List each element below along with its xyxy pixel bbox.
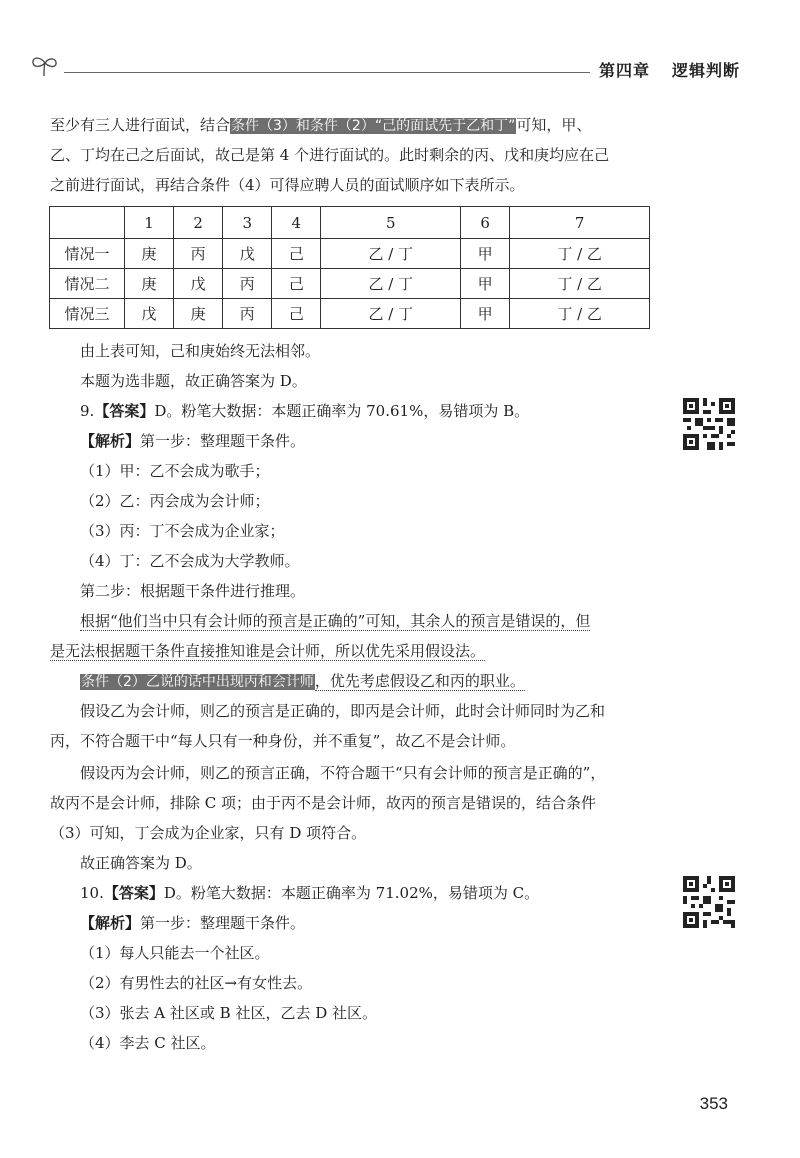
- qr-code-icon[interactable]: [683, 876, 735, 928]
- header-rule: [64, 72, 590, 73]
- analysis-text: 第一步：整理题干条件。: [140, 432, 306, 450]
- table-row: [50, 299, 650, 329]
- table-cell: 甲: [461, 299, 510, 329]
- table-cell: 丁 / 乙: [510, 239, 650, 269]
- table-header-row: [50, 207, 650, 239]
- answer-text: D。粉笔大数据：本题正确率为 71.02%，易错项为 C。: [163, 884, 540, 902]
- condition-item: （1）甲：乙不会成为歌手；: [80, 462, 270, 480]
- answer-label: 【答案】: [103, 884, 164, 902]
- q9-answer-line: [80, 402, 690, 420]
- condition-item: （3）张去 A 社区或 B 社区，乙去 D 社区。: [80, 1004, 378, 1022]
- reasoning-line: （3）可知，丁会成为企业家，只有 D 项符合。: [50, 824, 367, 842]
- condition-item: （2）乙：丙会成为会计师；: [80, 492, 270, 510]
- page-number: 353: [699, 1094, 728, 1113]
- paragraph: 由上表可知，己和庚始终无法相邻。: [80, 342, 321, 360]
- condition-item: （4）丁：乙不会成为大学教师。: [80, 552, 300, 570]
- table-cell: 7: [510, 207, 650, 239]
- table-cell: 庚: [125, 239, 174, 269]
- underlined-text: 是无法根据题干条件直接推知谁是会计师，所以优先采用假设法。: [50, 642, 486, 660]
- answer-text: D。粉笔大数据：本题正确率为 70.61%，易错项为 B。: [154, 402, 530, 420]
- q9-analysis-line: [80, 432, 690, 450]
- table-cell: 丁 / 乙: [510, 299, 650, 329]
- table-cell: 2: [174, 207, 223, 239]
- table-cell: 丙: [223, 269, 272, 299]
- table-cell: 丁 / 乙: [510, 269, 650, 299]
- table-cell: 己: [272, 299, 321, 329]
- answer-label: 【答案】: [94, 402, 155, 420]
- chapter-title: [599, 58, 740, 81]
- underlined-text: 根据“他们当中只有会计师的预言是正确的”可知，其余人的预言是错误的，但: [80, 612, 591, 630]
- table-cell: 乙 / 丁: [321, 269, 461, 299]
- table-cell: 甲: [461, 239, 510, 269]
- table-cell: 戊: [125, 299, 174, 329]
- table-cell: 3: [223, 207, 272, 239]
- table-row: [50, 239, 650, 269]
- highlight-condition: 条件（2）乙说的话中出现丙和会计师: [81, 674, 314, 690]
- condition-item: （3）丙：丁不会成为企业家；: [80, 522, 285, 540]
- highlight-condition: 条件（3）和条件（2）“己的面试先于乙和丁”: [231, 118, 516, 134]
- chapter-number: 第四章: [598, 61, 650, 80]
- table-cell: 6: [461, 207, 510, 239]
- table-row: [50, 269, 650, 299]
- table-cell: 1: [125, 207, 174, 239]
- q10-answer-line: [80, 884, 690, 902]
- table-cell: 甲: [461, 269, 510, 299]
- intro-line-2: 乙、丁均在己之后面试，故己是第 4 个进行面试的。此时剩余的丙、戊和庚均应在己: [50, 146, 610, 164]
- step-heading: 第二步：根据题干条件进行推理。: [80, 582, 306, 600]
- running-header: [30, 44, 740, 84]
- table-cell: 乙 / 丁: [321, 239, 461, 269]
- table-cell: 庚: [174, 299, 223, 329]
- leaf-sprout-icon: [30, 54, 60, 78]
- analysis-text: 第一步：整理题干条件。: [140, 914, 306, 932]
- reasoning-line: 假设乙为会计师，则乙的预言是正确的，即丙是会计师，此时会计师同时为乙和: [80, 702, 606, 720]
- underlined-text: ，优先考虑假设乙和丙的职业。: [314, 672, 525, 690]
- analysis-label: 【解析】: [80, 432, 141, 450]
- question-number: 9.: [80, 402, 95, 420]
- table-cell: 戊: [174, 269, 223, 299]
- condition-item: （2）有男性去的社区→有女性去。: [80, 974, 313, 992]
- table-cell: [50, 207, 125, 239]
- reasoning-line: 假设丙为会计师，则乙的预言正确，不符合题干“只有会计师的预言是正确的”，: [80, 764, 606, 782]
- answer-conclusion: 故正确答案为 D。: [80, 854, 202, 872]
- reasoning-line: 故丙不是会计师，排除 C 项；由于丙不是会计师，故丙的预言是错误的，结合条件: [50, 794, 597, 812]
- table-cell: 4: [272, 207, 321, 239]
- paragraph: 本题为选非题，故正确答案为 D。: [80, 372, 307, 390]
- interview-order-table: [49, 206, 650, 329]
- table-cell: 庚: [125, 269, 174, 299]
- text: 至少有三人进行面试，结合: [50, 116, 231, 134]
- analysis-label: 【解析】: [80, 914, 141, 932]
- table-cell: 己: [272, 239, 321, 269]
- table-cell: 丙: [174, 239, 223, 269]
- intro-line-3: 之前进行面试，再结合条件（4）可得应聘人员的面试顺序如下表所示。: [50, 176, 525, 194]
- text: 可知，甲、: [516, 116, 592, 134]
- table-cell: 情况一: [50, 239, 125, 269]
- reasoning-line: [50, 642, 660, 660]
- reasoning-line: 丙，不符合题干中“每人只有一种身份，并不重复”，故乙不是会计师。: [50, 732, 516, 750]
- table-cell: 情况二: [50, 269, 125, 299]
- q10-analysis-line: [80, 914, 690, 932]
- table-cell: 5: [321, 207, 461, 239]
- table-cell: 戊: [223, 239, 272, 269]
- table-cell: 丙: [223, 299, 272, 329]
- condition-item: （4）李去 C 社区。: [80, 1034, 216, 1052]
- table-cell: 情况三: [50, 299, 125, 329]
- qr-code-icon[interactable]: [683, 398, 735, 450]
- reasoning-line: [80, 672, 690, 691]
- reasoning-line: [80, 612, 690, 630]
- intro-line-1: [50, 116, 660, 135]
- chapter-name: 逻辑判断: [671, 61, 740, 80]
- table-cell: 乙 / 丁: [321, 299, 461, 329]
- question-number: 10.: [80, 884, 104, 902]
- condition-item: （1）每人只能去一个社区。: [80, 944, 270, 962]
- table-cell: 己: [272, 269, 321, 299]
